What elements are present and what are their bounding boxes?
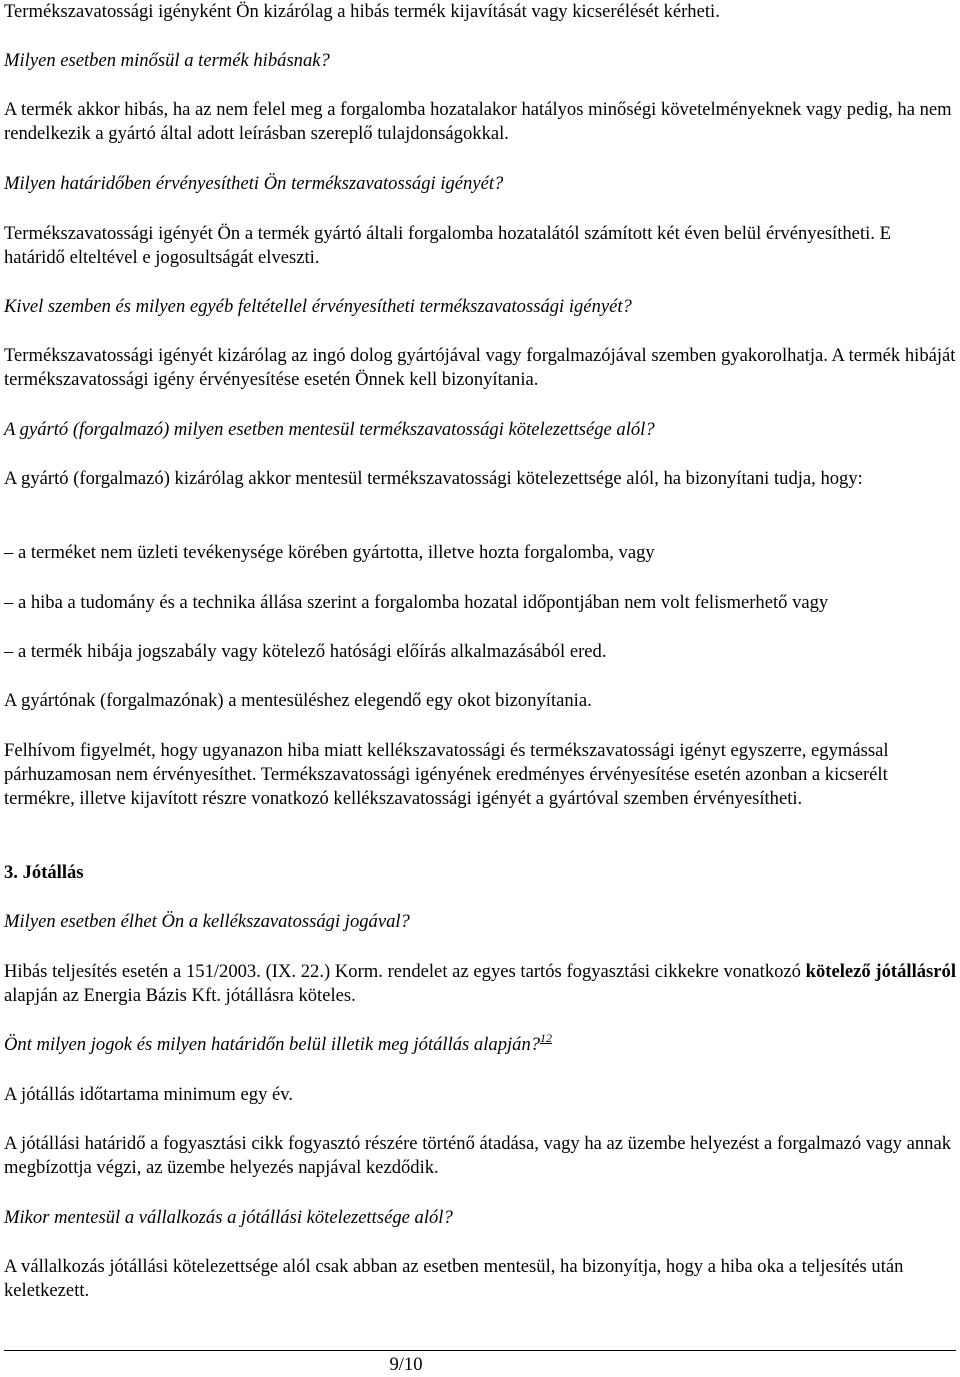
question-when-defective: Milyen esetben minősül a termék hibásnak? (4, 50, 330, 71)
guarantee-bold-term: kötelező jótállásról (805, 961, 956, 982)
paragraph-mandatory-guarantee (4, 960, 956, 1008)
paragraph-one-reason-sufficient: A gyártónak (forgalmazónak) a mentesüléshez elegendő egy okot bizonyítania. (4, 690, 592, 711)
list-item-exemption-3: – a termék hibája jogszabály vagy kötelező hatósági előírás alkalmazásából ered. (4, 641, 607, 662)
paragraph-guarantee-exemption-answer: A vállalkozás jótállási kötelezettsége alól csak abban az esetben mentesül, ha bizonyítja, hogy a hiba oka a teljesítés után keletkezett. (4, 1256, 904, 1301)
footnote-reference-12[interactable]: 12 (540, 1031, 553, 1045)
question-deadline: Milyen határidőben érvényesítheti Ön termékszavatossági igényét? (4, 173, 504, 194)
guarantee-text-before: Hibás teljesítés esetén a 151/2003. (IX. 22.) Korm. rendelet az egyes tartós fogyasztási cikkekre vonatkozó (4, 961, 806, 982)
paragraph-warranty-claim-scope: Termékszavatossági igényként Ön kizárólag a hibás termék kijavítását vagy kicserélését kérheti. (4, 1, 720, 22)
paragraph-exemption-intro: A gyártó (forgalmazó) kizárólag akkor mentesül termékszavatossági kötelezettsége alól, ha bizonyítani tudja, hogy: (4, 468, 863, 489)
question-against-whom: Kivel szemben és milyen egyéb feltétellel érvényesítheti termékszavatossági igényét? (4, 296, 632, 317)
question-implied-warranty-right: Milyen esetben élhet Ön a kellékszavatossági jogával? (4, 911, 410, 932)
question-guarantee-exemption: Mikor mentesül a vállalkozás a jótállási kötelezettsége alól? (4, 1207, 453, 1228)
paragraph-parallel-claims-notice: Felhívom figyelmét, hogy ugyanazon hiba miatt kellékszavatossági és termékszavatossági igényt egyszerre, egymással párhuzamosan nem érvényesíthet. Termékszavatossági igényének eredményes érvényesítése esetén azonban a kicserélt termékre, illetve kijavított részre vonatkozó kellékszavatossági igényét a gyártóval szemben érvényesítheti. (4, 740, 889, 809)
question-manufacturer-exemption: A gyártó (forgalmazó) milyen esetben mentesül termékszavatossági kötelezettsége alól? (4, 419, 655, 440)
paragraph-against-whom-answer: Termékszavatossági igényét kizárólag az ingó dolog gyártójával vagy forgalmazójával szemben gyakorolhatja. A termék hibáját termékszavatossági igény érvényesítése esetén Önnek kell bizonyítania. (4, 345, 956, 390)
paragraph-defect-definition: A termék akkor hibás, ha az nem felel meg a forgalomba hozatalakor hatályos minőségi követelményeknek vagy pedig, ha nem rendelkezik a gyártó által adott leírásban szereplő tulajdonságokkal. (4, 99, 952, 144)
question-guarantee-rights (4, 1033, 956, 1057)
section-heading-jotallas: 3. Jótállás (4, 862, 84, 883)
footer-divider (4, 1350, 956, 1351)
question-guarantee-rights-text: Önt milyen jogok és milyen határidőn belül illetik meg jótállás alapján? (4, 1034, 541, 1055)
paragraph-guarantee-duration: A jótállás időtartama minimum egy év. (4, 1084, 294, 1105)
page-number: 9/10 (389, 1354, 423, 1375)
list-item-exemption-2: – a hiba a tudomány és a technika állása szerint a forgalomba hozatal időpontjában nem volt felismerhető vagy (4, 592, 829, 613)
list-item-exemption-1: – a terméket nem üzleti tevékenysége körében gyártotta, illetve hozta forgalomba, vagy (4, 542, 655, 563)
paragraph-deadline-answer: Termékszavatossági igényét Ön a termék gyártó általi forgalomba hozatalától számított két éven belül érvényesítheti. E határidő elteltével e jogosultságát elveszti. (4, 223, 891, 268)
paragraph-guarantee-start: A jótállási határidő a fogyasztási cikk fogyasztó részére történő átadása, vagy ha az üzembe helyezést a forgalmazó vagy annak megbízottja végzi, az üzembe helyezés napjával kezdődik. (4, 1133, 952, 1178)
guarantee-text-after: alapján az Energia Bázis Kft. jótállásra köteles. (4, 985, 356, 1006)
